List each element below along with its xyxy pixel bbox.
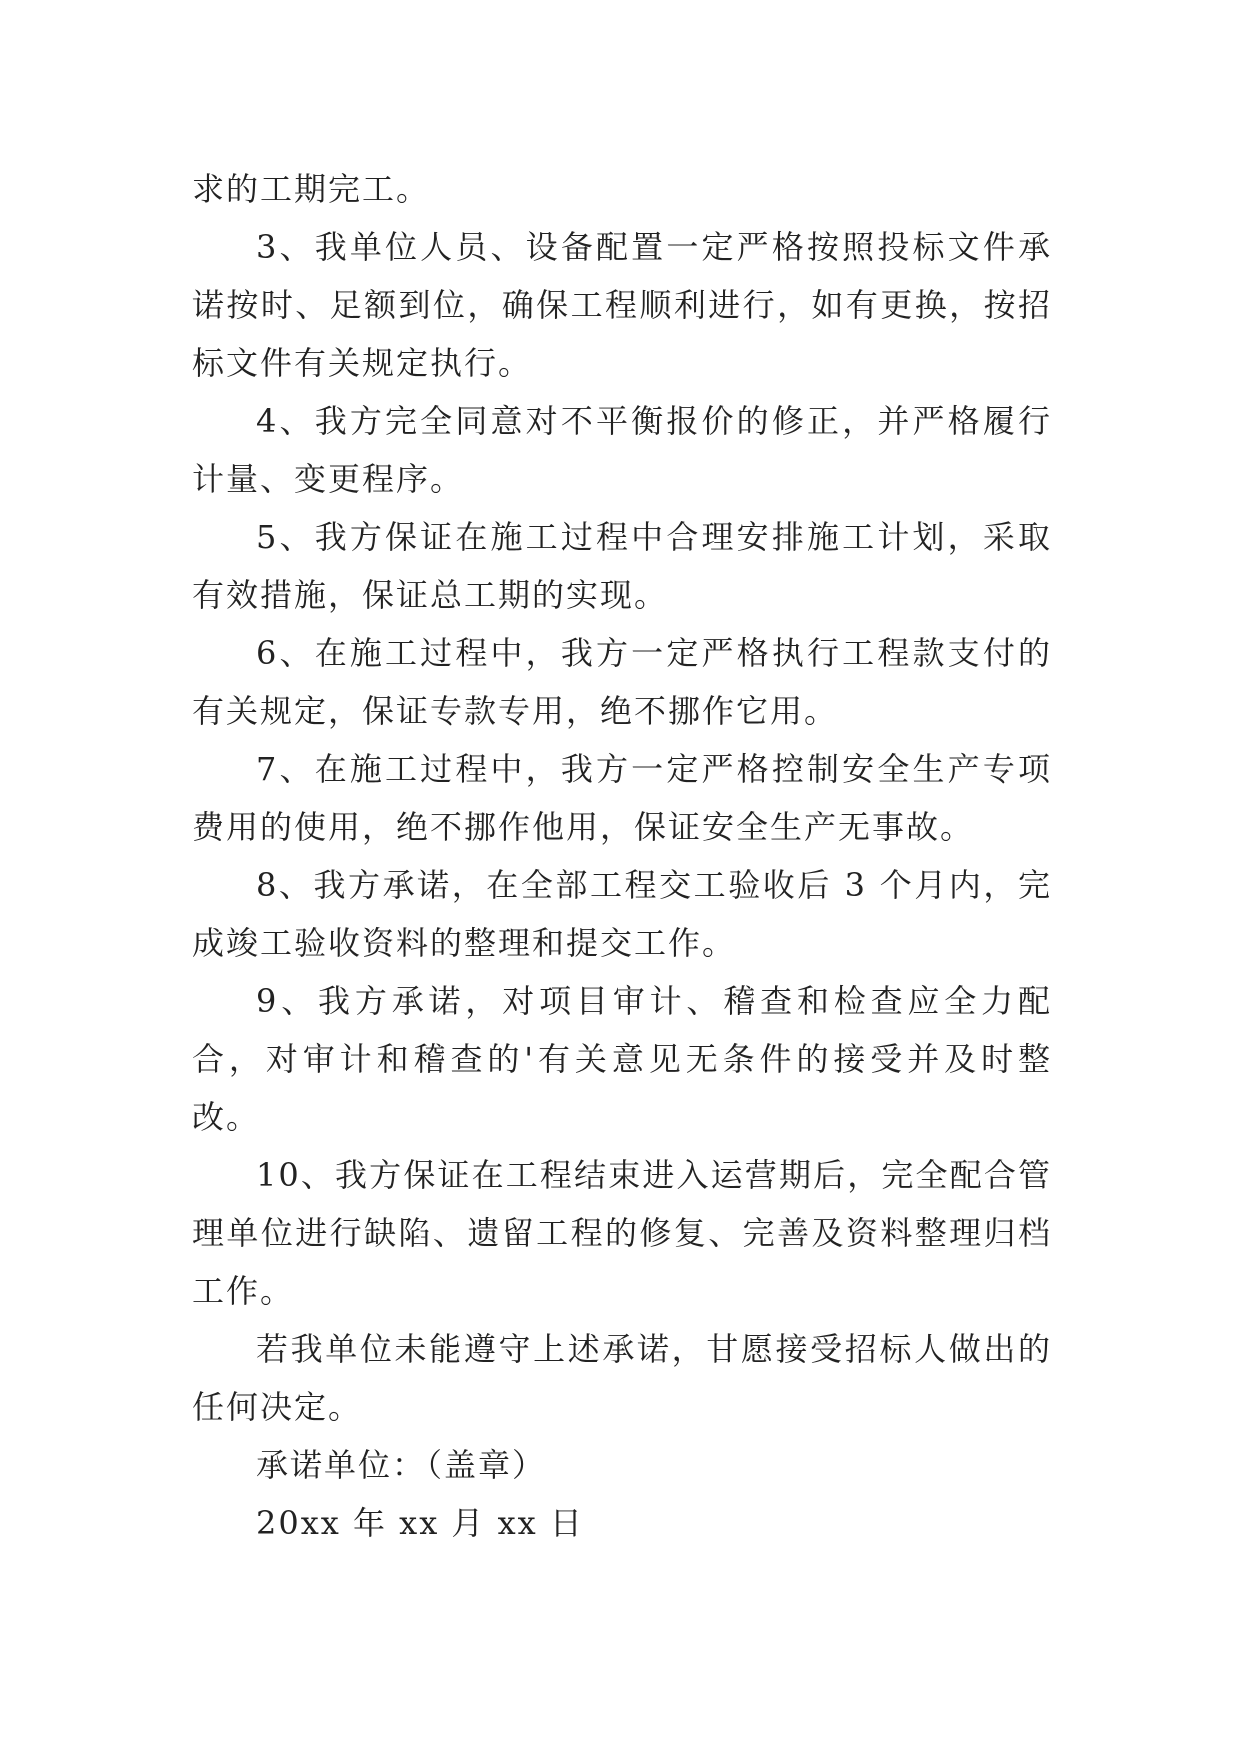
paragraph-continuation: 求的工期完工。: [192, 170, 431, 208]
paragraph-item-5: 5、我方保证在施工过程中合理安排施工计划，采取有效措施，保证总工期的实现。: [192, 518, 1052, 614]
paragraph-item-9: 9、我方承诺，对项目审计、稽查和检查应全力配合，对审计和稽查的'有关意见无条件的接受并及时整改。: [192, 982, 1052, 1136]
paragraph-item-6: 6、在施工过程中，我方一定严格执行工程款支付的有关规定，保证专款专用，绝不挪作它用。: [192, 634, 1052, 730]
document-body: [192, 160, 1052, 1552]
paragraph-item-4: 4、我方完全同意对不平衡报价的修正，并严格履行计量、变更程序。: [192, 402, 1052, 498]
paragraph-item-3: 3、我单位人员、设备配置一定严格按照投标文件承诺按时、足额到位，确保工程顺利进行，如有更换，按招标文件有关规定执行。: [192, 228, 1052, 382]
paragraph-item-7: 7、在施工过程中，我方一定严格控制安全生产专项费用的使用，绝不挪作他用，保证安全生产无事故。: [192, 750, 1052, 846]
signature-unit-label: 承诺单位：（盖章）: [256, 1446, 547, 1484]
paragraph-item-10: 10、我方保证在工程结束进入运营期后，完全配合管理单位进行缺陷、遗留工程的修复、完善及资料整理归档工作。: [192, 1156, 1052, 1310]
paragraph-closing: 若我单位未能遵守上述承诺，甘愿接受招标人做出的任何决定。: [192, 1330, 1052, 1426]
signature-date: 20xx 年 xx 月 xx 日: [256, 1504, 584, 1542]
paragraph-item-8: 8、我方承诺，在全部工程交工验收后 3 个月内，完成竣工验收资料的整理和提交工作。: [192, 866, 1052, 962]
